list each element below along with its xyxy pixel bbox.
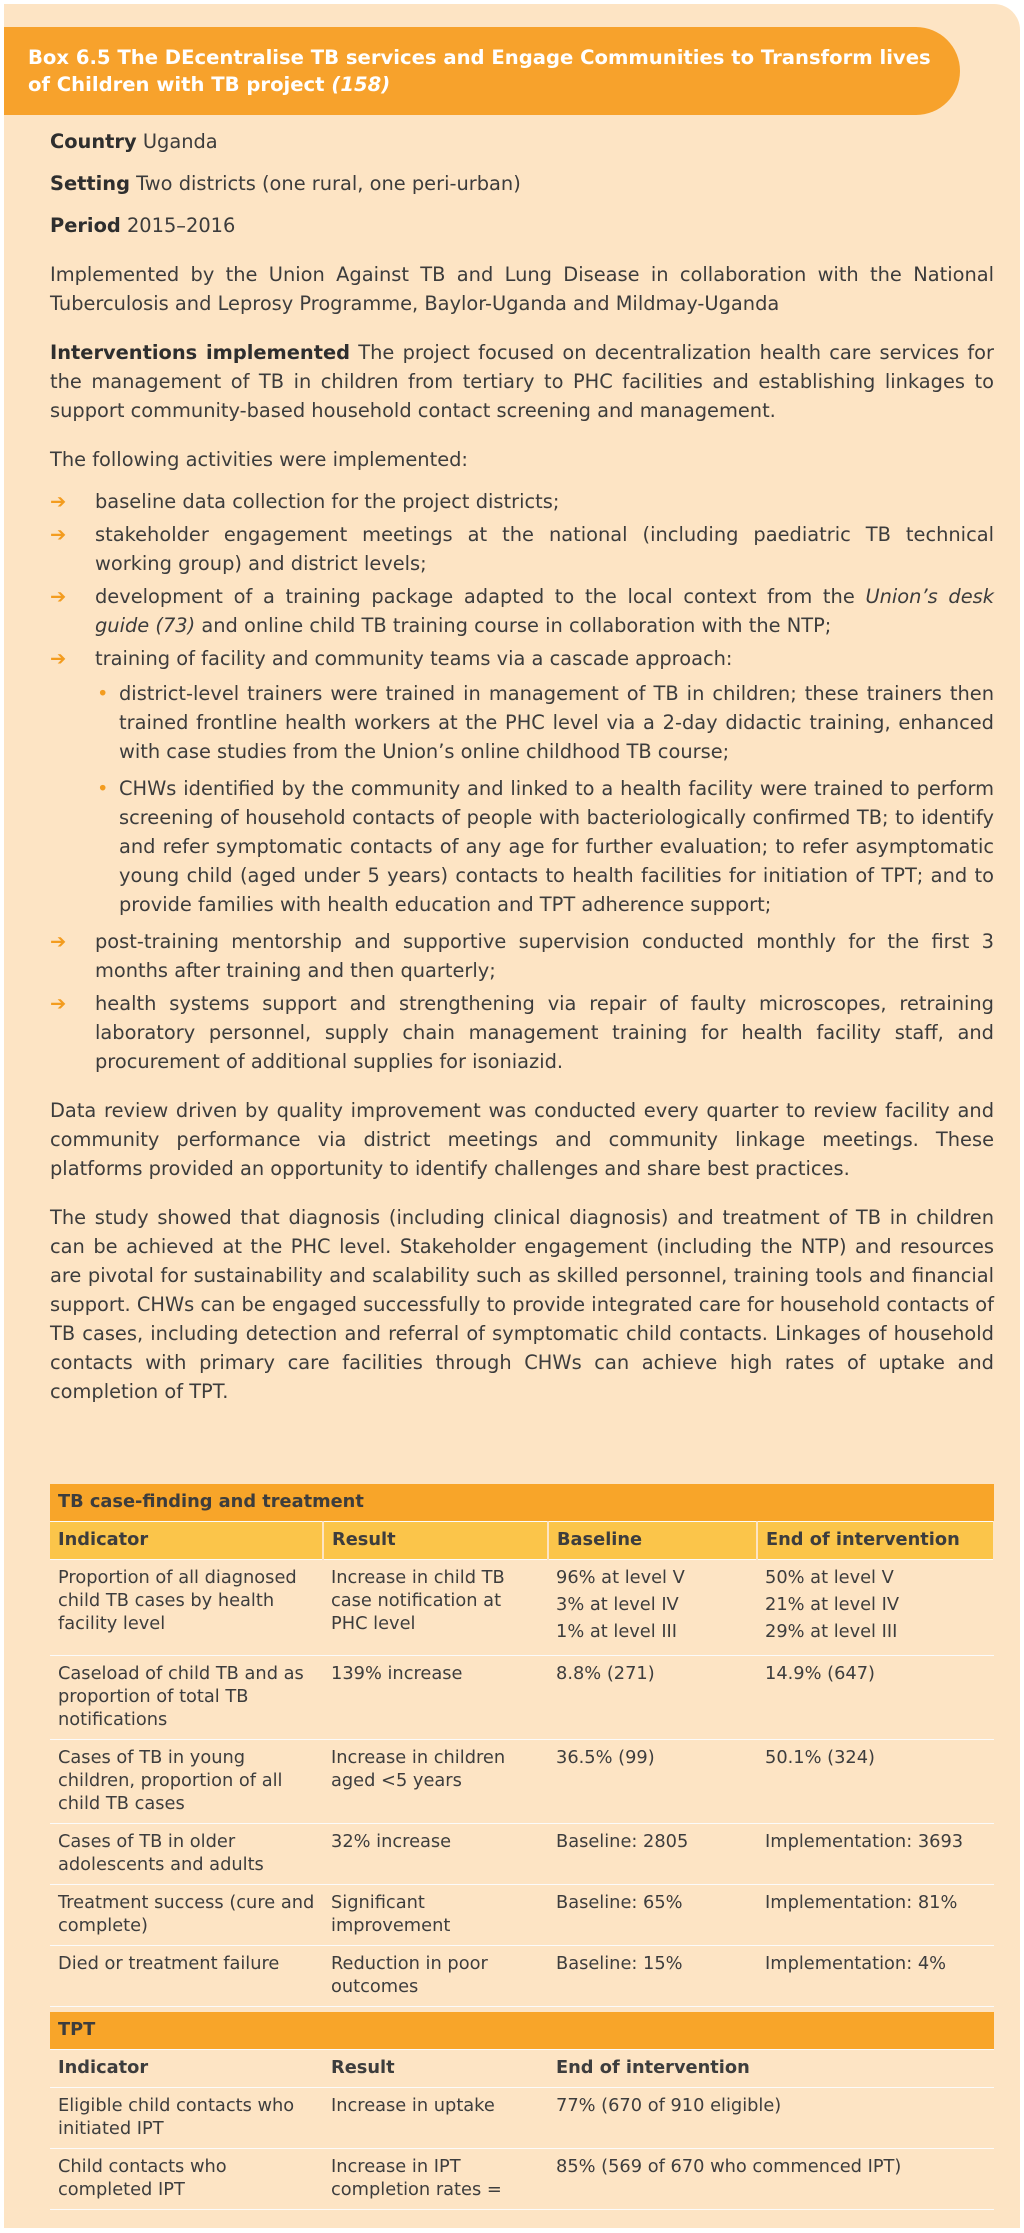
table-section-row: [50, 2012, 994, 2050]
country-line: [50, 127, 994, 156]
setting-label: Setting: [50, 172, 130, 195]
implemented-by: Implemented by the Union Against TB and Lung Disease in collaboration with the National Tuberculosis and Leprosy Programme, Baylor-Uganda and Mildmay-Uganda: [50, 263, 994, 315]
bullet-icon: •: [97, 682, 109, 705]
table-row: [50, 1740, 994, 1824]
list-item: ➔ baseline data collection for the project districts;: [50, 487, 994, 516]
result-cell: Increase in child TB case notification at PHC level: [323, 1560, 548, 1656]
list-item: ➔ training of facility and community teams via a cascade approach: • district-level trainers were trained in management of TB in children; these trainers then trained frontline health workers at the PHC level via a 2-day didactic training, enhanced with case studies from the Union’s online childhood TB course; • CHWs identified by the community and linked to a health facility were trained to perform screening of household contacts of people with bacteriologically confirmed TB; to identify and refer symptomatic contacts of any age for further evaluation; to refer asymptomatic young child (aged under 5 years) contacts to health facilities for initiation of TPT; and to provide families with health education and TPT adherence support;: [50, 644, 994, 919]
column-header: End of intervention: [548, 2050, 994, 2088]
indicator-cell: Died or treatment failure: [50, 1946, 323, 2007]
baseline-cell: Baseline: 15%: [548, 1946, 757, 2007]
end-cell: Implementation: 4%: [757, 1946, 994, 2007]
baseline-cell: 8.8% (271): [548, 1656, 757, 1740]
result-cell: Significant improvement: [323, 1885, 548, 1946]
table-row: [50, 1946, 994, 2007]
end-cell: Implementation: 3693: [757, 1824, 994, 1885]
tb-case-finding-table: [50, 1484, 995, 2007]
period-label: Period: [50, 214, 121, 237]
country-value: Uganda: [142, 130, 218, 153]
indicator-cell: Cases of TB in young children, proportion of all child TB cases: [50, 1740, 323, 1824]
interventions-label: Interventions implemented: [50, 341, 351, 364]
setting-value: Two districts (one rural, one peri-urban): [136, 172, 521, 195]
result-cell: Reduction in poor outcomes: [323, 1946, 548, 2007]
result-cell: Increase in IPT completion rates =: [323, 2149, 548, 2210]
country-label: Country: [50, 130, 137, 153]
indicator-cell: Cases of TB in older adolescents and adults: [50, 1824, 323, 1885]
arrow-icon: ➔: [50, 992, 67, 1015]
table-row: [50, 1656, 994, 1740]
table-row: [50, 2088, 994, 2149]
desk-guide-ref: Union’s desk guide (73): [95, 585, 994, 637]
sub-list-item: • CHWs identified by the community and linked to a health facility were trained to perform screening of household contacts of people with bacteriologically confirmed TB; to identify and refer symptomatic contacts of any age for further evaluation; to refer asymptomatic young child (aged under 5 years) contacts to health facilities for initiation of TPT; and to provide families with health education and TPT adherence support;: [95, 774, 994, 919]
column-header: Baseline: [548, 1522, 757, 1560]
sub-list-item: • district-level trainers were trained in management of TB in children; these trainers then trained frontline health workers at the PHC level via a 2-day didactic training, enhanced with case studies from the Union’s online childhood TB course;: [95, 679, 994, 766]
indicator-cell: Proportion of all diagnosed child TB cases by health facility level: [50, 1560, 323, 1656]
arrow-icon: ➔: [50, 490, 67, 513]
indicator-cell: Eligible child contacts who initiated IPT: [50, 2088, 323, 2149]
table-section-row: [50, 1484, 994, 1522]
table-header-row: [50, 1522, 994, 1560]
baseline-cell: Baseline: 2805: [548, 1824, 757, 1885]
result-cell: Increase in uptake: [323, 2088, 548, 2149]
table-row: [50, 1885, 994, 1946]
data-review-paragraph: Data review driven by quality improvement was conducted every quarter to review facility and community performance via district meetings and community linkage meetings. These platforms provided an opportunity to identify challenges and share best practices.: [50, 1099, 994, 1180]
period-line: [50, 211, 994, 240]
sub-activities-list: [95, 679, 994, 919]
box-title-text: Box 6.5 The DEcentralise TB services and Engage Communities to Transform lives of Children with TB project: [28, 46, 931, 96]
table-row: [50, 2149, 994, 2210]
section-title: TPT: [50, 2012, 994, 2050]
column-header: Result: [323, 2050, 548, 2088]
indicator-cell: Caseload of child TB and as proportion of total TB notifications: [50, 1656, 323, 1740]
arrow-icon: ➔: [50, 585, 67, 608]
result-cell: Increase in children aged <5 years: [323, 1740, 548, 1824]
result-cell: 139% increase: [323, 1656, 548, 1740]
column-header: Indicator: [50, 2050, 323, 2088]
box-title-ref: (158): [331, 73, 391, 96]
column-header: End of intervention: [757, 1522, 994, 1560]
interventions-paragraph: [50, 338, 994, 425]
table-row: [50, 1560, 994, 1656]
arrow-icon: ➔: [50, 523, 67, 546]
arrow-icon: ➔: [50, 930, 67, 953]
list-item: ➔ stakeholder engagement meetings at the national (including paediatric TB technical working group) and district levels;: [50, 520, 994, 578]
list-item: ➔ development of a training package adapted to the local context from the Union’s desk guide (73) and online child TB training course in collaboration with the NTP;: [50, 582, 994, 640]
arrow-icon: ➔: [50, 647, 67, 670]
end-cell: 50% at level V 21% at level IV 29% at level III: [757, 1560, 994, 1656]
indicator-cell: Treatment success (cure and complete): [50, 1885, 323, 1946]
list-item: ➔ health systems support and strengthening via repair of faulty microscopes, retraining laboratory personnel, supply chain management training for health facility staff, and procurement of additional supplies for isoniazid.: [50, 989, 994, 1076]
section-title: TB case-finding and treatment: [50, 1484, 994, 1522]
conclusion-paragraph: The study showed that diagnosis (including clinical diagnosis) and treatment of TB in children can be achieved at the PHC level. Stakeholder engagement (including the NTP) and resources are pivotal for sustainability and scalability such as skilled personnel, training tools and financial support. CHWs can be engaged successfully to provide integrated care for household contacts of TB cases, including detection and referral of symptomatic child contacts. Linkages of household contacts with primary care facilities through CHWs can achieve high rates of uptake and completion of TPT.: [50, 1206, 994, 1403]
baseline-cell: 96% at level V 3% at level IV 1% at level III: [548, 1560, 757, 1656]
activities-intro: The following activities were implemented:: [50, 448, 468, 471]
indicator-cell: Child contacts who completed IPT: [50, 2149, 323, 2210]
tpt-table: [50, 2012, 994, 2210]
column-header: Indicator: [50, 1522, 323, 1560]
activities-list: [50, 487, 994, 1076]
end-cell: 50.1% (324): [757, 1740, 994, 1824]
interventions-text: The project focused on decentralization health care services for the management of TB in children from tertiary to PHC facilities and establishing linkages to support community-based household contact screening and management.: [50, 341, 994, 422]
end-cell: 85% (569 of 670 who commenced IPT): [548, 2149, 994, 2210]
result-cell: 32% increase: [323, 1824, 548, 1885]
end-cell: 14.9% (647): [757, 1656, 994, 1740]
bullet-icon: •: [97, 777, 109, 800]
column-header: Result: [323, 1522, 548, 1560]
box-content: [50, 127, 994, 1426]
setting-line: [50, 169, 994, 198]
period-value: 2015–2016: [126, 214, 236, 237]
list-item: ➔ post-training mentorship and supportive supervision conducted monthly for the first 3 months after training and then quarterly;: [50, 927, 994, 985]
box-title: [4, 27, 960, 115]
end-cell: Implementation: 81%: [757, 1885, 994, 1946]
baseline-cell: 36.5% (99): [548, 1740, 757, 1824]
baseline-cell: Baseline: 65%: [548, 1885, 757, 1946]
end-cell: 77% (670 of 910 eligible): [548, 2088, 994, 2149]
table-header-row: [50, 2050, 994, 2088]
table-row: [50, 1824, 994, 1885]
